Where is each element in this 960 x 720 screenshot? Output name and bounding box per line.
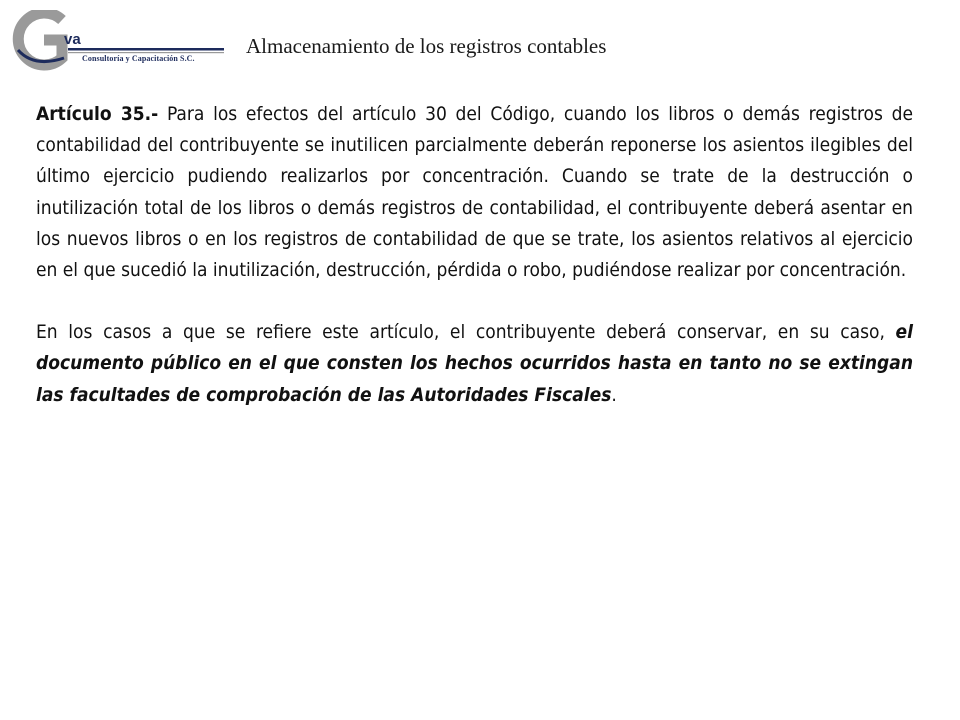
article-paragraph-2 [36,317,913,411]
article-body [36,99,913,411]
article-paragraph-2-text: En los casos a que se refiere este artículo, el contribuyente deberá conservar, en su caso, [36,321,896,344]
svg-text:va: va [64,31,81,48]
article-paragraph-2-emphasis: el documento público en el que consten los hechos ocurridos hasta en tanto no se extingan las facultades de comprobación de las Autoridades Fiscales [36,321,913,406]
article-paragraph-2-end: . [611,383,617,406]
article-paragraph-1 [36,99,913,286]
page-title: Almacenamiento de los registros contables [246,34,607,58]
article-label: Artículo 35.- [36,103,159,125]
logo-tagline: Consultoría y Capacitación S.C. [82,54,195,63]
company-logo [4,10,226,72]
article-paragraph-1-text: Para los efectos del artículo 30 del Código, cuando los libros o demás registros de contabilidad del contribuyente se inutilicen parcialmente deberán reponerse los asientos ilegibles del último ejercicio pudiendo realizarlos por concentración. Cuando se trate de la destrucción o inutilización total de los libros o demás registros de contabilidad, el contribuyente deberá asentar en los nuevos libros o en los registros de contabilidad de que se trate, los asientos relativos al ejercicio en el que sucedió la inutilización, destrucción, pérdida o robo, pudiéndose realizar por concentración. [36,103,914,282]
